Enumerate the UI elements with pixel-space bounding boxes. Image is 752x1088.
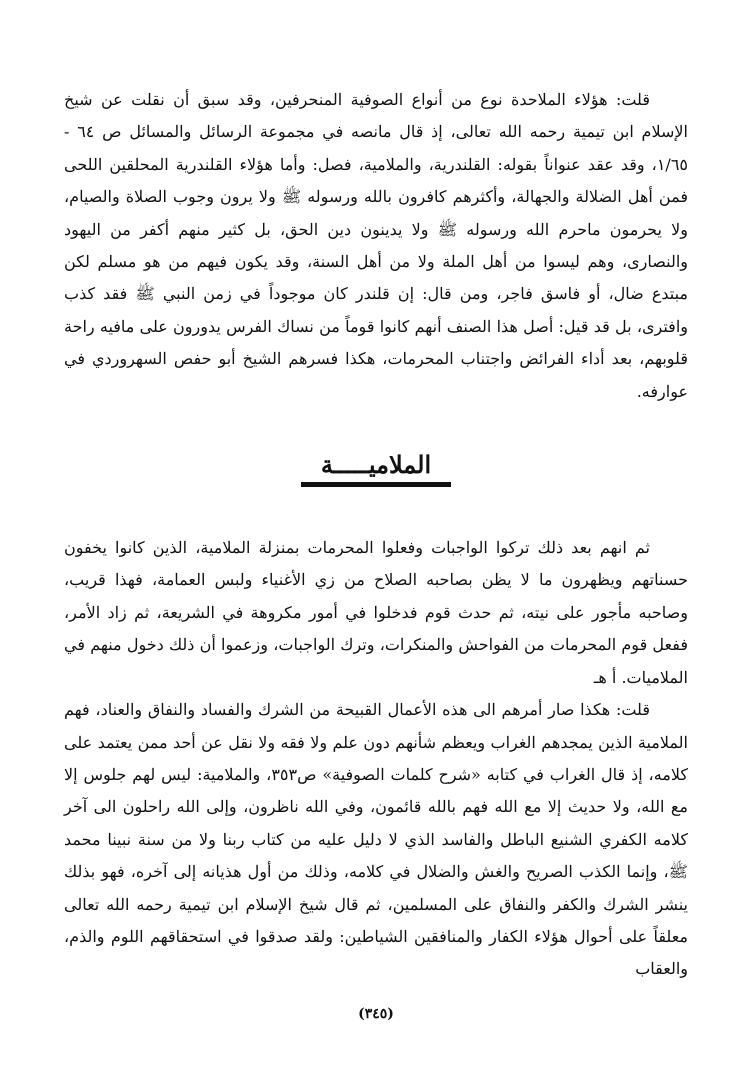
paragraph-commentary: قلت: هكذا صار أمرهم الى هذه الأعمال القبيحة من الشرك والفساد والنفاق والعناد، فهم الملامية الذين يمجدهم الغراب ويعظم شأنهم دون علم ولا فقه ولا نقل عن أحد ممن يعتمد على كلامه، إذ قال الغراب في كتابه «شرح كلمات الصوفية» ص٣٥٣، والملامية: ليس لهم جلوس إلا مع الله، ولا حديث إلا مع الله فهم بالله قائمون، وفي الله ناظرون، وإلى الله راحلون الى آخر كلامه الكفري الشنيع الباطل والفاسد الذي لا دليل عليه من كتاب ربنا ولا من سنة نبينا محمد ﷺ، وإنما الكذب الصريح والغش والضلال في كلامه، وذلك من أول هذيانه إلى آخره، فهو بذلك ينشر الشرك والكفر والنفاق على المسلمين، ثم قال شيخ الإسلام ابن تيمية رحمه الله تعالى معلقاً على أحوال هؤلاء الكفار والمنافقين الشياطين: ولقد صدقوا في استحقاقهم اللوم والذم، والعقاب <box>64 700 689 979</box>
section-heading-wrapper <box>64 446 688 492</box>
page-number: (٣٤٥) <box>358 1006 394 1022</box>
section-heading: الملاميـــــة <box>301 446 451 487</box>
paragraph-malamiyya: ثم انهم بعد ذلك تركوا الواجبات وفعلوا المحرمات بمنزلة الملامية، الذين كانوا يخفون حسناتهم ويظهرون ما لا يظن بصاحبه الصلاح من زي الأغنياء ولبس العمامة، فهذا قريب، وصاحبه مأجور على نيته، ثم حدث قوم فدخلوا في أمور مكروهة في الشريعة، ثم زاد الأمر، ففعل قوم المحرمات من الفواحش والمنكرات، وترك الواجبات، وزعموا أن ذلك دخول منهم في الملاميات. أ هـ <box>64 538 688 687</box>
paragraph-qalandariyya: قلت: هؤلاء الملاحدة نوع من أنواع الصوفية المنحرفين، وقد سبق أن نقلت عن شيخ الإسلام ابن تيمية رحمه الله تعالى، إذ قال مانصه في مجموعة الرسائل والمسائل ص ٦٤ - ١/٦٥، وقد عقد عنواناً بقوله: القلندرية، والملامية، فصل: وأما هؤلاء القلندرية المحلقين اللحى فمن أهل الضلالة والجهالة، وأكثرهم كافرون بالله ورسوله ﷺ ولا يرون وجوب الصلاة والصيام، ولا يحرمون ماحرم الله ورسوله ﷺ ولا يدينون دين الحق، بل كثير منهم أكفر من اليهود والنصارى، وهم ليسوا من أهل الملة ولا من أهل السنة، وقد يكون فيهم من هو مسلم لكن مبتدع ضال، أو فاسق فاجر، ومن قال: إن قلندر كان موجوداً في زمن النبي ﷺ فقد كذب وافترى، بل قد قيل: أصل هذا الصنف أنهم كانوا قوماً من نساك الفرس يدورون على مافيه راحة قلوبهم، بعد أداء الفرائض واجتناب المحرمات، هكذا فسرهم الشيخ أبو حفص السهروردي في عوارفه. <box>64 90 688 401</box>
